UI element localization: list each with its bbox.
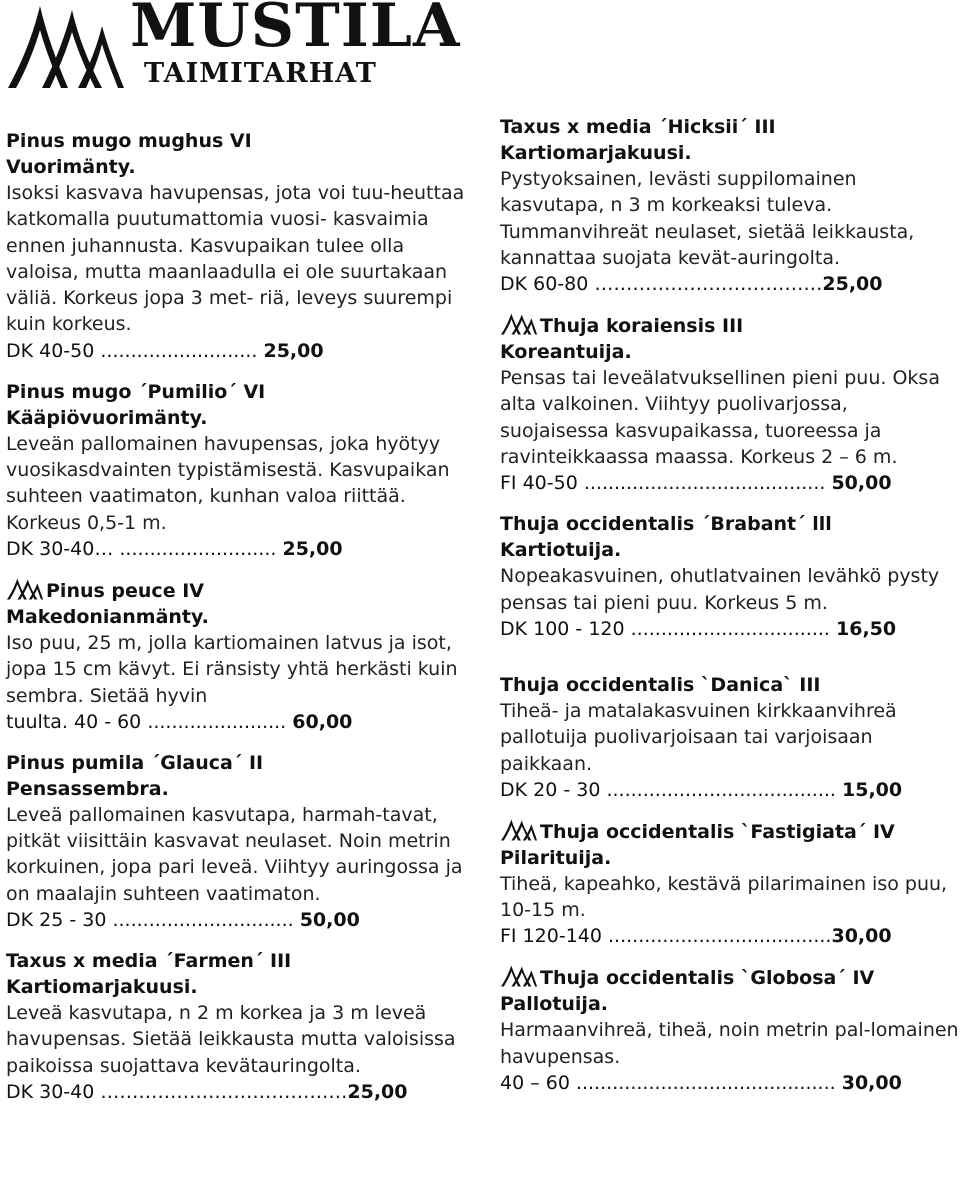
plant-entry — [500, 511, 960, 642]
tree-logo-icon — [500, 964, 538, 988]
plant-title — [500, 964, 960, 991]
size-label: 40 – 60 ........................................... — [500, 1072, 836, 1095]
plant-entry — [6, 948, 466, 1105]
price-row — [500, 1070, 960, 1096]
tree-logo-icon — [500, 818, 538, 842]
price-value: 60,00 — [292, 710, 353, 733]
plant-description: Leveä pallomainen kasvutapa, harmah-tavat, pitkät viisittäin kasvavat neulaset. Noin metrin korkuinen, jopa pari leveä. Viihtyy auringossa ja on maalajin suhteen vaatimaton. — [6, 803, 463, 905]
plant-common-name: Pensassembra. — [6, 777, 169, 800]
plant-common-name: Pilarituija. — [500, 846, 612, 869]
plant-description: Tiheä- ja matalakasvuinen kirkkaanvihreä pallotuija puolivarjoisaan tai varjoisaan paikkaan. — [500, 699, 897, 775]
plant-entry — [500, 964, 960, 1096]
price-value: 30,00 — [841, 1072, 902, 1095]
plant-title-text: Thuja koraiensis III — [540, 315, 744, 338]
price-row — [500, 923, 960, 949]
price-value: 50,00 — [831, 472, 892, 495]
plant-common-name: Makedonianmänty. — [6, 605, 209, 628]
plant-title: Thuja occidentalis ´Brabant´ lll — [500, 513, 832, 536]
plant-description: Isoksi kasvava havupensas, jota voi tuu-heuttaa katkomalla puutumattomia vuosi- kasvaimia ennen juhannusta. Kasvupaikan tulee olla valoisa, mutta maanlaadulla ei ole suurtakaan väliä. Korkeus jopa 3 met- riä, leveys suurempi kuin korkeus. — [6, 182, 465, 336]
size-label: FI 40-50 ........................................ — [500, 472, 826, 495]
plant-description: Leveä kasvutapa, n 2 m korkea ja 3 m leveä havupensas. Sietää leikkausta mutta valoisissa paikoissa suojattava kevätauringolta. — [6, 1002, 456, 1077]
price-row — [6, 907, 466, 933]
price-row — [500, 616, 960, 642]
mustila-logo — [6, 0, 461, 94]
plant-common-name: Kartiomarjakuusi. — [6, 976, 198, 999]
plant-title: Pinus mugo ´Pumilio´ VI — [6, 380, 266, 403]
price-row — [6, 338, 466, 364]
tree-logo-icon — [6, 577, 44, 601]
price-row — [500, 271, 960, 297]
plant-description: Tiheä, kapeahko, kestävä pilarimainen iso puu, 10-15 m. — [500, 872, 948, 922]
price-row — [6, 709, 466, 735]
tree-logo-icon — [500, 312, 538, 336]
size-label: DK 25 - 30 .............................. — [6, 909, 294, 932]
price-value: 50,00 — [299, 909, 360, 932]
plant-common-name: Vuorimänty. — [6, 156, 136, 178]
price-value: 16,50 — [836, 617, 897, 640]
plant-common-name: Kartiotuija. — [500, 539, 622, 562]
plant-description: Pystyoksainen, levästi suppilomainen kasvutapa, n 3 m korkeaksi tuleva. Tummanvihreät neulaset, sietää leikkausta, kannattaa suojata kevät-auringolta. — [500, 168, 915, 269]
plant-description: Pensas tai leveälatvuksellinen pieni puu. Oksa alta valkoinen. Viihtyy puolivarjossa, suojaisessa kasvupaikassa, tuoreessa ja ravinteikkaassa maassa. Korkeus 2 – 6 m. — [500, 367, 940, 469]
plant-title: Taxus x media ´Hicksii´ III — [500, 116, 776, 138]
plant-title: Pinus pumila ´Glauca´ II — [6, 751, 264, 774]
plant-entry — [6, 379, 466, 562]
plant-title: Pinus mugo mughus VI — [6, 130, 252, 152]
size-label: DK 60-80 ……………………………… — [500, 273, 823, 296]
plant-title — [500, 312, 960, 339]
plant-common-name: Kääpiövuorimänty. — [6, 406, 208, 429]
plant-description: Nopeakasvuinen, ohutlatvainen levähkö pysty pensas tai pieni puu. Korkeus 5 m. — [500, 565, 940, 614]
plant-title — [6, 577, 466, 604]
size-label: FI 120-140 ..................................... — [500, 925, 832, 948]
plant-common-name: Kartiomarjakuusi. — [500, 142, 692, 164]
price-row — [6, 536, 466, 562]
brand-name: MUSTILA — [130, 0, 461, 61]
plant-description: Harmaanvihreä, tiheä, noin metrin pal-lomainen havupensas. — [500, 1019, 959, 1068]
left-column — [6, 128, 466, 1105]
plant-description: Iso puu, 25 m, jolla kartiomainen latvus ja isot, jopa 15 cm kävyt. Ei ränsisty yhtä herkästi kuin sembra. Sietää hyvin — [6, 631, 458, 707]
plant-title-text: Pinus peuce IV — [46, 579, 204, 602]
brand-subtitle: TAIMITARHAT — [144, 58, 377, 89]
size-label: DK 20 - 30 ...................................... — [500, 778, 836, 801]
plant-title: Taxus x media ´Farmen´ III — [6, 950, 292, 973]
price-row — [500, 777, 960, 803]
plant-title-text: Thuja occidentalis `Fastigiata´ IV — [540, 820, 895, 843]
plant-entry — [500, 672, 960, 803]
price-row — [500, 470, 960, 496]
plant-entry — [6, 750, 466, 933]
price-value: 30,00 — [831, 925, 892, 948]
size-label: tuulta. 40 - 60 ....................... — [6, 710, 287, 733]
price-value: 15,00 — [842, 778, 903, 801]
size-label: DK 30-40… .......................... — [6, 537, 277, 560]
size-label: DK 40-50 .......................... — [6, 339, 258, 362]
plant-entry — [500, 818, 960, 950]
plant-entry — [500, 312, 960, 496]
tree-logo-icon — [6, 2, 126, 94]
plant-title — [500, 818, 960, 845]
plant-title-text: Thuja occidentalis `Globosa´ IV — [540, 967, 875, 990]
plant-common-name: Koreantuija. — [500, 341, 632, 364]
plant-entry — [500, 114, 960, 297]
price-value: 25,00 — [822, 273, 883, 296]
plant-title: Thuja occidentalis `Danica` III — [500, 673, 821, 696]
size-label: DK 30-40 ………………………………… — [6, 1080, 348, 1103]
plant-description: Leveän pallomainen havupensas, joka hyötyy vuosikasdvainten typistämisestä. Kasvupaikan suhteen vaatimaton, kunhan valoa riittää. Korkeus 0,5-1 m. — [6, 432, 450, 534]
right-column — [500, 114, 960, 1096]
price-value: 25,00 — [282, 537, 343, 560]
plant-entry — [6, 128, 466, 364]
price-value: 25,00 — [263, 339, 324, 362]
plant-entry — [6, 577, 466, 735]
plant-common-name: Pallotuija. — [500, 993, 608, 1016]
price-row — [6, 1079, 466, 1105]
size-label: DK 100 - 120 ................................. — [500, 617, 830, 640]
price-value: 25,00 — [347, 1080, 408, 1103]
